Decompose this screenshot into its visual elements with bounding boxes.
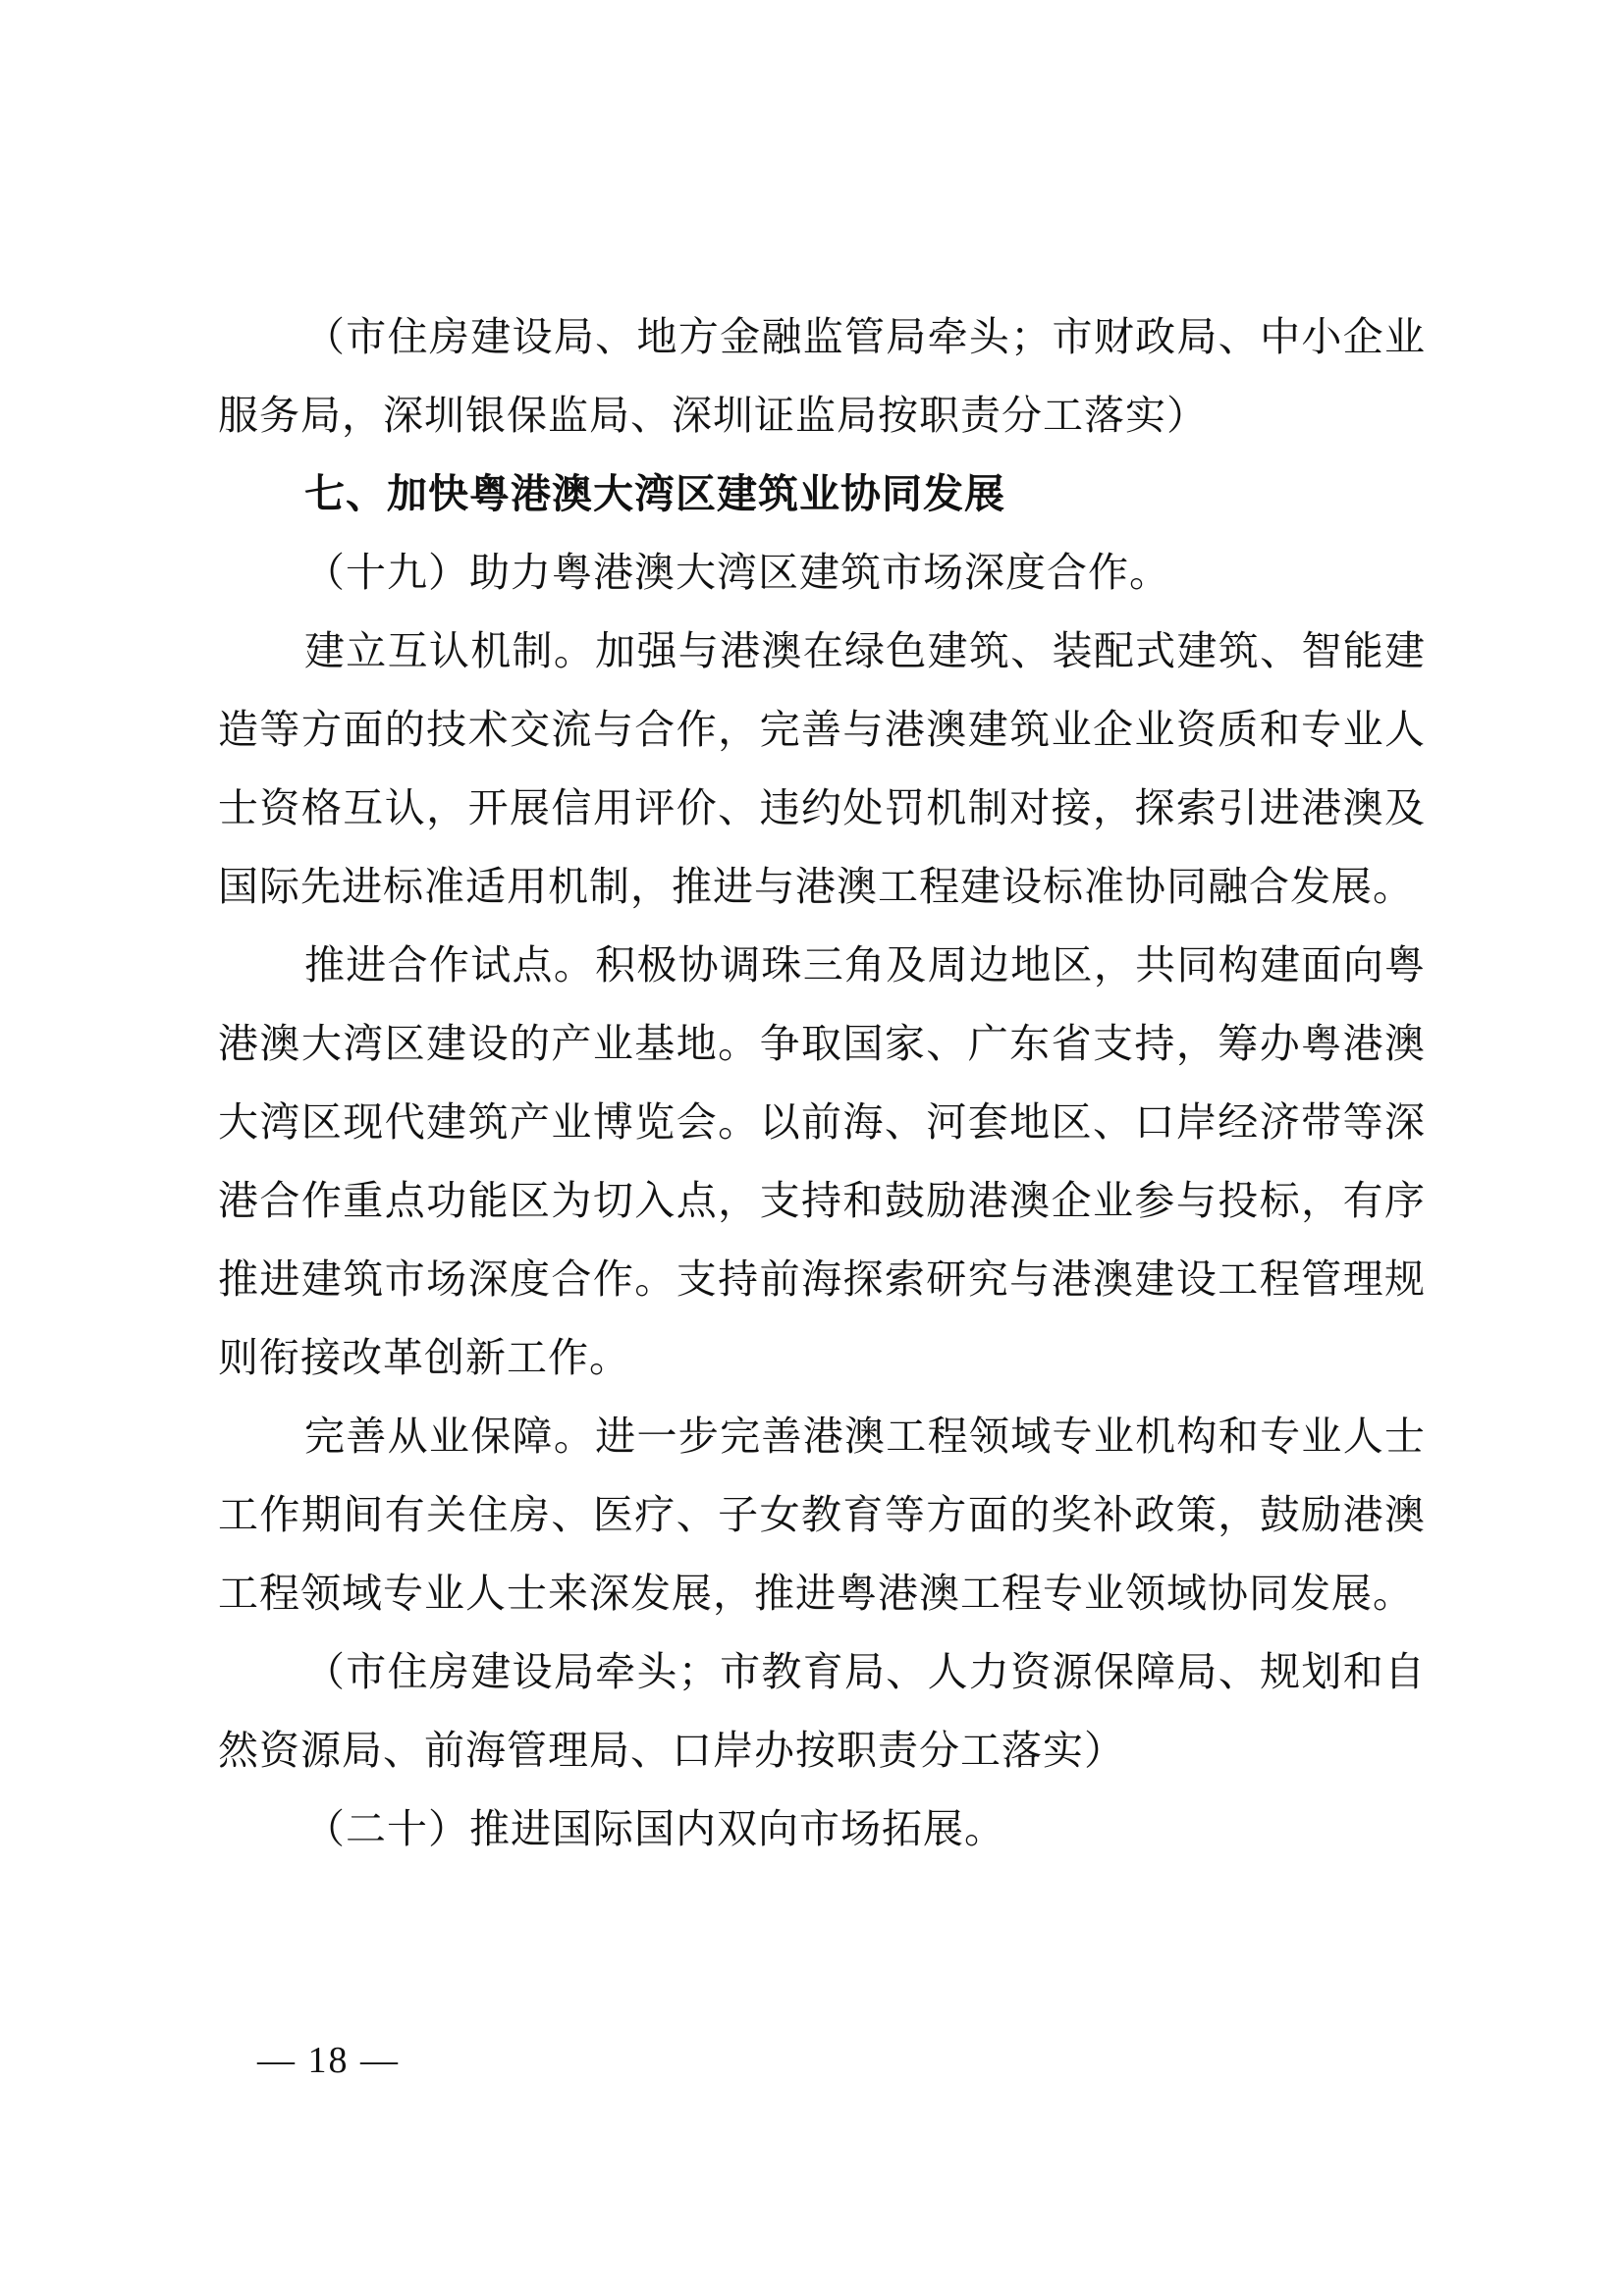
paragraph-responsibility-note-2: （市住房建设局牵头；市教育局、人力资源保障局、规划和自然资源局、前海管理局、口岸办按职责分工落实） bbox=[218, 1648, 1426, 1774]
paragraph-employment-support: 完善从业保障。进一步完善港澳工程领域专业机构和专业人士工作期间有关住房、医疗、子女教育等方面的奖补政策，鼓励港澳工程领域专业人士来深发展，推进粤港澳工程专业领域协同发展。 bbox=[218, 1413, 1426, 1617]
page-number: — 18 — bbox=[257, 2040, 400, 2081]
subsection-title-20: （二十）推进国际国内双向市场拓展。 bbox=[304, 1805, 1005, 1852]
paragraph-mutual-recognition: 建立互认机制。加强与港澳在绿色建筑、装配式建筑、智能建造等方面的技术交流与合作，完善与港澳建筑业企业资质和专业人士资格互认，开展信用评价、违约处罚机制对接，探索引进港澳及国际先进标准适用机制，推进与港澳工程建设标准协同融合发展。 bbox=[218, 627, 1426, 910]
paragraph-cooperation-pilot: 推进合作试点。积极协调珠三角及周边地区，共同构建面向粤港澳大湾区建设的产业基地。争取国家、广东省支持，筹办粤港澳大湾区现代建筑产业博览会。以前海、河套地区、口岸经济带等深港合作重点功能区为切入点，支持和鼓励港澳企业参与投标，有序推进建筑市场深度合作。支持前海探索研究与港澳建设工程管理规则衔接改革创新工作。 bbox=[218, 941, 1426, 1381]
subsection-title-19: （十九）助力粤港澳大湾区建筑市场深度合作。 bbox=[304, 549, 1170, 596]
body-text bbox=[218, 297, 1426, 1868]
section-heading-7: 七、加快粤港澳大湾区建筑业协同发展 bbox=[304, 470, 1005, 517]
paragraph-responsibility-note-1: （市住房建设局、地方金融监管局牵头；市财政局、中小企业服务局，深圳银保监局、深圳证监局按职责分工落实） bbox=[218, 313, 1426, 439]
